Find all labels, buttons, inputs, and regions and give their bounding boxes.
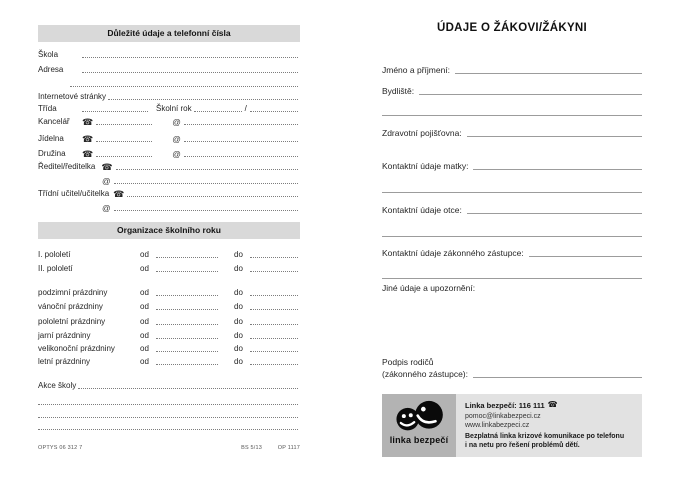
from-label: od [140,357,149,366]
safety-line-phone-label: Linka bezpečí: 116 111 [465,400,545,410]
semester-1-label: I. pololetí [38,250,71,259]
print-footer [38,445,300,451]
class-label: Třída [38,104,57,113]
from-write-in-line [156,364,218,365]
father-contact-label: Kontaktní údaje otce: [382,205,462,215]
school-label: Škola [38,50,59,59]
autumn-holidays-row [38,284,300,298]
from-label: od [140,250,149,259]
father-contact-field-row [382,200,642,216]
canteen-field-row [38,130,300,144]
from-label: od [140,302,149,311]
after-school-phone-write-in-line [96,156,152,157]
signature-write-in-line [473,377,642,378]
class-write-in-line [82,111,148,112]
summer-holidays-row [38,353,300,367]
contacts-section-header: Důležité údaje a telefonní čísla [38,25,300,42]
semester-2-label: II. pololetí [38,264,73,273]
insurance-write-in-line [467,136,642,137]
christmas-holidays-label: vánoční prázdniny [38,302,103,311]
to-write-in-line [250,295,298,296]
to-label: do [234,264,243,273]
to-label: do [234,317,243,326]
spring-holidays-row [38,327,300,341]
insurance-field-row [382,123,642,139]
write-in-line [38,404,298,405]
safety-line-description-1: Bezplatná linka krizové komunikace po telefonu [465,433,625,440]
phone-icon: ☎ [82,149,94,159]
from-write-in-line [156,257,218,258]
to-label: do [234,250,243,259]
phone-icon: ☎ [82,134,94,144]
from-write-in-line [156,295,218,296]
website-label: Internetové stránky [38,92,107,101]
from-label: od [140,288,149,297]
school-events-label: Akce školy [38,381,77,390]
write-in-line [382,192,642,193]
from-write-in-line [156,324,218,325]
to-write-in-line [250,309,298,310]
school-year-write-in-line-1 [194,111,242,112]
class-teacher-phone-write-in-line [127,196,298,197]
right-page [382,22,642,467]
residence-continuation-row [382,102,642,118]
father-contact-continuation-row [382,223,642,239]
class-teacher-email-row [38,199,300,213]
address-field-row [38,61,300,75]
email-at-icon: @ [172,149,181,159]
to-write-in-line [250,338,298,339]
to-write-in-line [250,351,298,352]
address-continuation-row [38,75,300,89]
guardian-contact-write-in-line [529,256,642,257]
phone-icon: ☎ [101,162,113,172]
principal-email-row [38,172,300,186]
class-teacher-field-row [38,185,300,199]
from-write-in-line [156,309,218,310]
to-write-in-line [250,364,298,365]
summer-holidays-label: letní prázdniny [38,357,91,366]
office-label: Kancelář [38,117,70,126]
email-at-icon: @ [102,203,111,213]
semester-1-row [38,246,300,260]
principal-phone-write-in-line [116,169,298,170]
canteen-email-write-in-line [184,141,298,142]
safety-line-website: www.linkabezpeci.cz [465,421,530,429]
from-label: od [140,344,149,353]
phone-icon: ☎ [113,189,125,199]
footer-code-1: BS 5/13 [241,445,263,451]
after-school-label: Družina [38,149,66,158]
office-field-row [38,113,300,127]
safety-line-description-2: i na netu pro řešení problémů dětí. [465,441,580,449]
canteen-phone-write-in-line [96,141,152,142]
to-label: do [234,344,243,353]
principal-field-row [38,158,300,172]
residence-field-row [382,81,642,97]
class-and-year-row [38,100,300,114]
christmas-holidays-row [38,298,300,312]
principal-label: Ředitel/ředitelka [38,162,96,171]
office-phone-write-in-line [96,124,152,125]
signature-label-line-2: (zákonného zástupce): [382,369,468,379]
guardian-contact-field-row [382,243,642,259]
to-label: do [234,331,243,340]
other-info-label: Jiné údaje a upozornění: [382,283,476,293]
after-school-field-row [38,145,300,159]
write-in-line [382,278,642,279]
from-write-in-line [156,338,218,339]
class-teacher-email-write-in-line [114,210,298,211]
signature-label-row-1 [382,356,642,368]
safety-line-email: pomoc@linkabezpeci.cz [465,413,541,420]
insurance-label: Zdravotní pojišťovna: [382,128,462,138]
school-year-write-in-line-2 [250,111,298,112]
autumn-holidays-label: podzimní prázdniny [38,288,108,297]
safety-line-box [382,394,642,457]
email-at-icon: @ [172,117,181,127]
spring-holidays-label: jarní prázdniny [38,331,91,340]
school-year-section-header: Organizace školního roku [38,222,300,239]
write-in-line [38,429,298,430]
mother-contact-field-row [382,156,642,172]
guardian-contact-label: Kontaktní údaje zákonného zástupce: [382,248,524,258]
residence-write-in-line [419,94,642,95]
easter-holidays-label: velikonoční prázdniny [38,344,115,353]
phone-icon: ☎ [82,117,94,127]
phone-icon: ☎ [547,400,558,409]
name-label: Jméno a příjmení: [382,65,451,75]
address-label: Adresa [38,65,64,74]
name-write-in-line [455,73,642,74]
guardian-contact-continuation-row [382,265,642,281]
to-label: do [234,302,243,311]
linka-bezpeci-logo [382,394,456,457]
address-write-in-line-2 [70,86,298,87]
after-school-email-write-in-line [184,156,298,157]
school-events-extra-line [38,393,300,407]
office-email-write-in-line [184,124,298,125]
footer-code-2: OP 1117 [277,445,300,451]
write-in-line [382,115,642,116]
signature-field-row [382,368,642,380]
school-events-extra-line [38,418,300,432]
mother-contact-continuation-row [382,179,642,195]
to-label: do [234,288,243,297]
class-teacher-label: Třídní učitel/učitelka [38,189,110,198]
signature-label-line-1: Podpis rodičů [382,357,434,367]
from-write-in-line [156,271,218,272]
two-faces-icon [393,399,445,434]
left-page [38,25,300,470]
name-field-row [382,60,642,76]
from-label: od [140,317,149,326]
safety-line-info-panel [456,394,642,457]
school-year-label: Školní rok [156,104,192,113]
from-write-in-line [156,351,218,352]
print-code: OPTYS 06 312 7 [38,445,83,451]
from-label: od [140,331,149,340]
school-write-in-line [82,57,298,58]
school-field-row [38,46,300,60]
to-write-in-line [250,257,298,258]
email-at-icon: @ [172,134,181,144]
logo-wordmark: linka bezpečí [389,435,449,445]
principal-email-write-in-line [114,183,298,184]
to-label: do [234,357,243,366]
mother-contact-label: Kontaktní údaje matky: [382,161,469,171]
school-events-write-in-line [78,388,298,389]
safety-line-phone-row [465,400,634,410]
half-term-holidays-row [38,313,300,327]
to-write-in-line [250,324,298,325]
school-events-row [38,377,300,391]
canteen-label: Jídelna [38,134,64,143]
year-separator: / [244,104,247,113]
easter-holidays-row [38,340,300,354]
address-write-in-line [82,72,298,73]
semester-2-row [38,260,300,274]
residence-label: Bydliště: [382,86,415,96]
page-title: ÚDAJE O ŽÁKOVI/ŽÁKYNI [436,22,588,34]
write-in-line [382,236,642,237]
other-info-row [382,283,642,299]
half-term-holidays-label: pololetní prázdniny [38,317,106,326]
email-at-icon: @ [102,176,111,186]
father-contact-write-in-line [467,213,642,214]
to-write-in-line [250,271,298,272]
mother-contact-write-in-line [473,169,642,170]
from-label: od [140,264,149,273]
